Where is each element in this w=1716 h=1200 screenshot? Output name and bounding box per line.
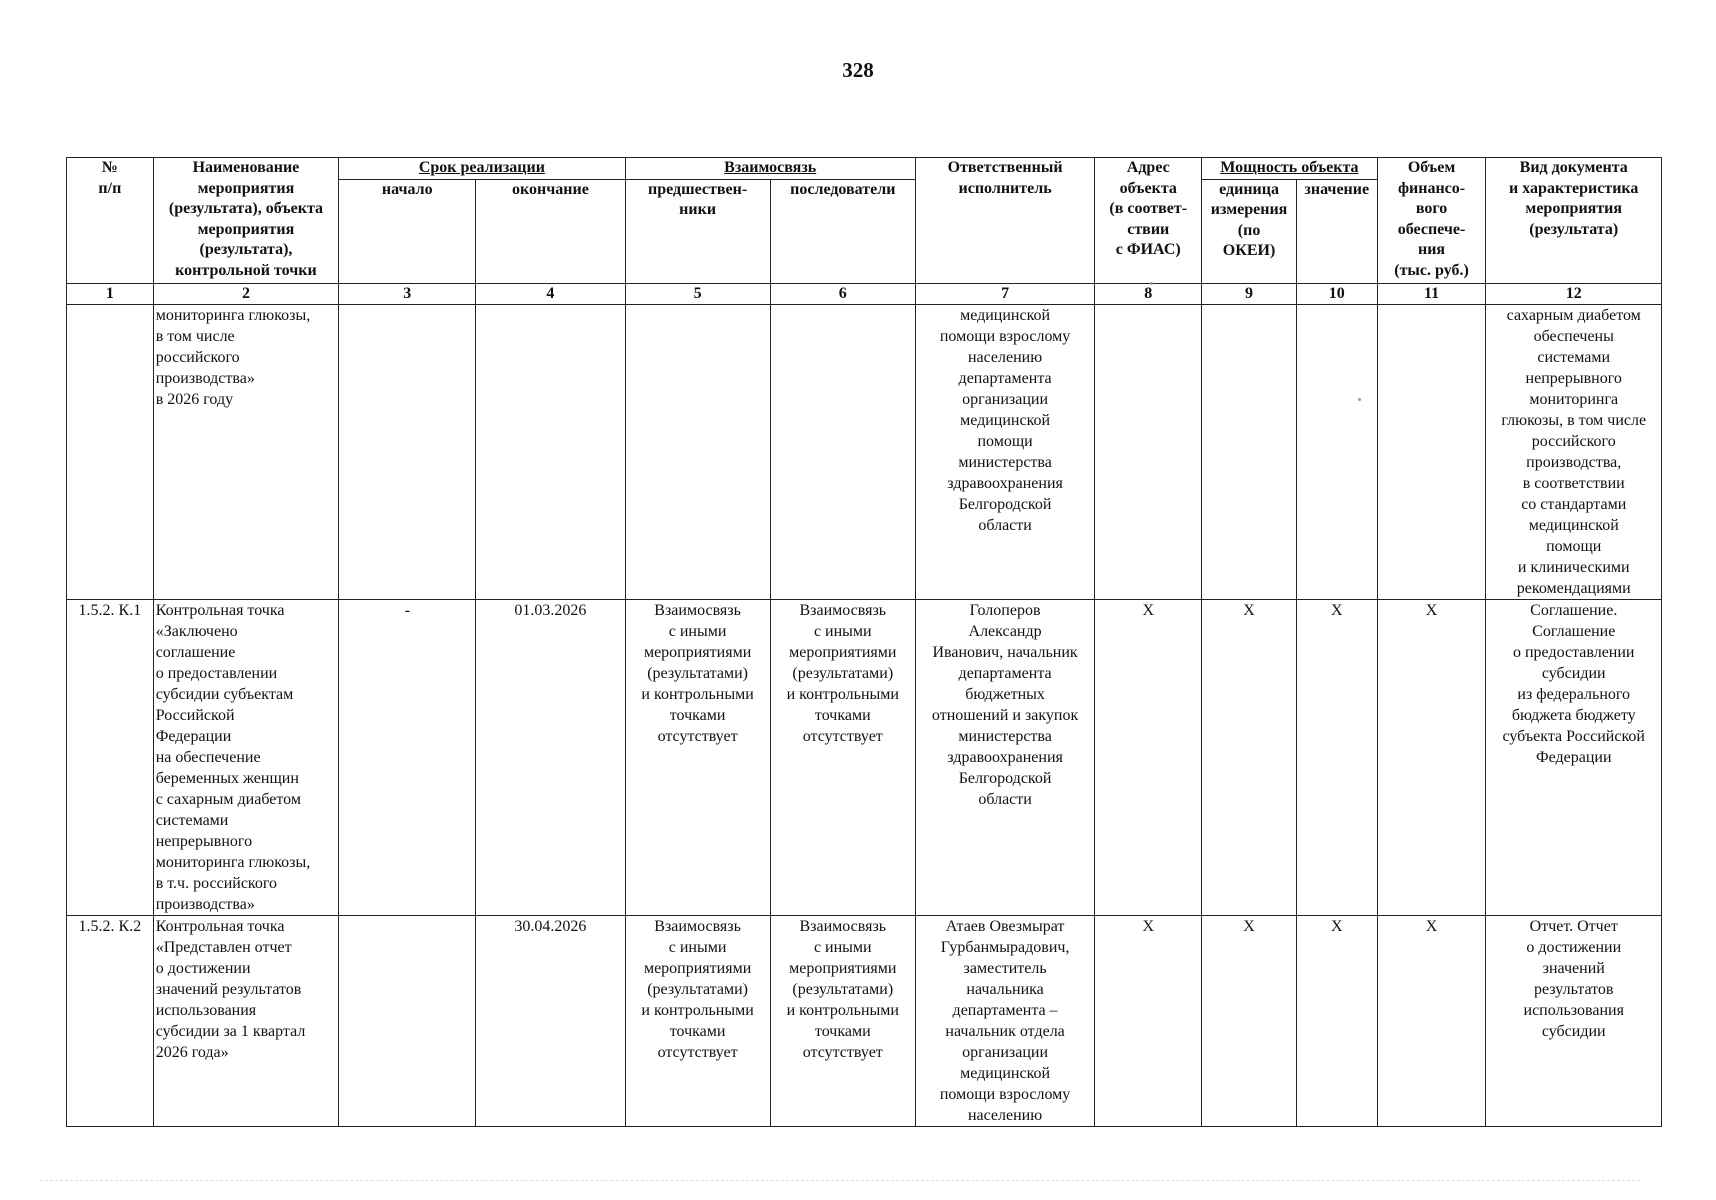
- header-successors: последователи: [770, 179, 915, 283]
- row-number: 1.5.2. К.1: [67, 599, 154, 915]
- scan-artifact-dot: [1358, 398, 1361, 401]
- header-end: окончание: [476, 179, 625, 283]
- row-value: X: [1296, 599, 1377, 915]
- header-finance: Объем финансо- вого обеспече- ния (тыс. руб.): [1377, 158, 1486, 284]
- row-successors: [770, 304, 915, 599]
- row-name: Контрольная точка «Представлен отчет о достижении значений результатов использования субсидии за 1 квартал 2026 года»: [153, 915, 339, 1126]
- table-row: [67, 915, 1662, 1126]
- column-number: 6: [770, 283, 915, 304]
- column-number-row: [67, 283, 1662, 304]
- header-capacity-group: Мощность объекта: [1202, 158, 1377, 180]
- column-number: 10: [1296, 283, 1377, 304]
- row-predecessors: Взаимосвязь с иными мероприятиями (результатами) и контрольными точками отсутствует: [625, 599, 770, 915]
- row-start: [339, 915, 476, 1126]
- row-unit: [1202, 304, 1297, 599]
- header-link-group: Взаимосвязь: [625, 158, 915, 180]
- column-number: 11: [1377, 283, 1486, 304]
- row-value: X: [1296, 915, 1377, 1126]
- header-value: значение: [1296, 179, 1377, 283]
- row-address: X: [1095, 915, 1202, 1126]
- header-row-1: [67, 158, 1662, 180]
- header-executor: Ответственный исполнитель: [915, 158, 1094, 284]
- row-finance: [1377, 304, 1486, 599]
- row-address: [1095, 304, 1202, 599]
- column-number: 3: [339, 283, 476, 304]
- row-predecessors: Взаимосвязь с иными мероприятиями (результатами) и контрольными точками отсутствует: [625, 915, 770, 1126]
- row-value: [1296, 304, 1377, 599]
- row-finance: X: [1377, 915, 1486, 1126]
- row-address: X: [1095, 599, 1202, 915]
- row-document: Соглашение. Соглашение о предоставлении субсидии из федерального бюджета бюджету субъекта Российской Федерации: [1486, 599, 1662, 915]
- row-end: 30.04.2026: [476, 915, 625, 1126]
- row-successors: Взаимосвязь с иными мероприятиями (результатами) и контрольными точками отсутствует: [770, 599, 915, 915]
- row-unit: X: [1202, 915, 1297, 1126]
- table-row: [67, 599, 1662, 915]
- row-unit: X: [1202, 599, 1297, 915]
- header-document: Вид документа и характеристика мероприятия (результата): [1486, 158, 1662, 284]
- row-number: [67, 304, 154, 599]
- header-term-group: Срок реализации: [339, 158, 625, 180]
- header-name: Наименование мероприятия (результата), объекта мероприятия (результата), контрольной точки: [153, 158, 339, 284]
- row-number: 1.5.2. К.2: [67, 915, 154, 1126]
- column-number: 12: [1486, 283, 1662, 304]
- row-executor: медицинской помощи взрослому населению департамента организации медицинской помощи министерства здравоохранения Белгородской области: [915, 304, 1094, 599]
- column-number: 4: [476, 283, 625, 304]
- row-executor: Атаев Овезмырат Гурбанмырадович, заместитель начальника департамента – начальник отдела организации медицинской помощи взрослому населению: [915, 915, 1094, 1126]
- row-finance: X: [1377, 599, 1486, 915]
- row-document: Отчет. Отчет о достижении значений результатов использования субсидии: [1486, 915, 1662, 1126]
- column-number: 5: [625, 283, 770, 304]
- table-row: [67, 304, 1662, 599]
- header-unit: единица измерения (по ОКЕИ): [1202, 179, 1297, 283]
- row-document: сахарным диабетом обеспечены системами непрерывного мониторинга глюкозы, в том числе российского производства, в соответствии со стандартами медицинской помощи и клиническими рекомендациями: [1486, 304, 1662, 599]
- header-number: № п/п: [67, 158, 154, 284]
- column-number: 1: [67, 283, 154, 304]
- row-start: -: [339, 599, 476, 915]
- scan-artifact-dot: [1150, 282, 1153, 285]
- scan-artifact-line: [40, 1180, 1640, 1181]
- measures-table: [66, 157, 1662, 1127]
- row-successors: Взаимосвязь с иными мероприятиями (результатами) и контрольными точками отсутствует: [770, 915, 915, 1126]
- page-number: 328: [842, 58, 874, 82]
- row-name: мониторинга глюкозы, в том числе российского производства» в 2026 году: [153, 304, 339, 599]
- column-number: 8: [1095, 283, 1202, 304]
- column-number: 7: [915, 283, 1094, 304]
- header-start: начало: [339, 179, 476, 283]
- row-end: 01.03.2026: [476, 599, 625, 915]
- header-predecessors: предшествен- ники: [625, 179, 770, 283]
- row-executor: Голоперов Александр Иванович, начальник департамента бюджетных отношений и закупок министерства здравоохранения Белгородской области: [915, 599, 1094, 915]
- header-address: Адрес объекта (в соответ- ствии с ФИАС): [1095, 158, 1202, 284]
- column-number: 2: [153, 283, 339, 304]
- column-number: 9: [1202, 283, 1297, 304]
- row-predecessors: [625, 304, 770, 599]
- row-name: Контрольная точка «Заключено соглашение о предоставлении субсидии субъектам Российской Федерации на обеспечение беременных женщин с сахарным диабетом системами непрерывного мониторинга глюкозы, в т.ч. российского производства»: [153, 599, 339, 915]
- row-end: [476, 304, 625, 599]
- row-start: [339, 304, 476, 599]
